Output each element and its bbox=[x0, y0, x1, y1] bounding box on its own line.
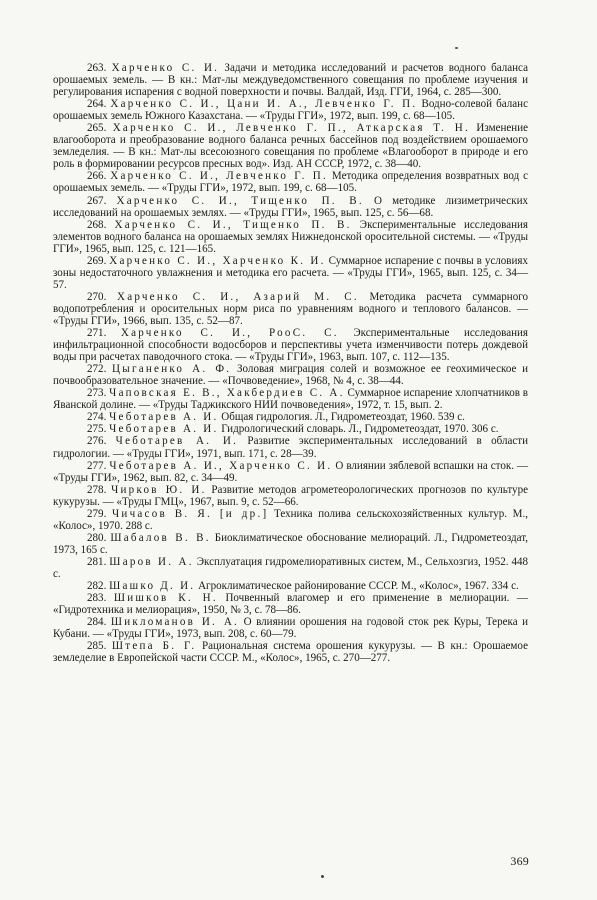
reference-author: Цыганенко А. Ф. bbox=[112, 363, 232, 376]
reference-author: Чаповская Е. В., Хакбердиев С. А. bbox=[109, 387, 345, 400]
reference-author: Чеботарев А. И. bbox=[109, 411, 219, 424]
reference-author: Чеботарев А. И., Харченко С. И. bbox=[109, 459, 333, 472]
printing-speck bbox=[321, 875, 324, 878]
reference-number: 266. bbox=[87, 170, 107, 183]
reference-author: Шабалов В. В. bbox=[110, 531, 211, 544]
reference-number: 264. bbox=[87, 98, 107, 111]
reference-author: Харченко С. И., Цани И. А., Левченко Г. П. bbox=[110, 98, 418, 111]
reference-author: Харченко С. И., Левченко Г. П., Аткарская Т. Н. bbox=[112, 122, 471, 135]
reference-text: Задачи и методика исследований и расчетов водного баланса орошаемых земель. — В кн.: Мат-лы междуведомственного совещания по проблеме изучения и регулирования испарения с водной поверхности и почвы. Валдай, Изд. ГГИ, 1964, с. 285—300. bbox=[53, 62, 528, 99]
reference-number: 285. bbox=[87, 640, 107, 653]
reference-entry bbox=[53, 327, 528, 363]
reference-entry bbox=[53, 592, 528, 616]
page-number: 369 bbox=[510, 854, 529, 868]
reference-number: 281. bbox=[87, 555, 107, 568]
reference-text: Гидрологический словарь. Л., Гидрометеоздат, 1970. 306 с. bbox=[221, 423, 499, 436]
reference-text: Развитие методов агрометеорологических прогнозов по культуре кукурузы. — «Труды ГМЦ», 1967, вып. 9, с. 52—66. bbox=[53, 483, 529, 508]
reference-number: 273. bbox=[87, 387, 107, 400]
reference-entry bbox=[53, 411, 528, 423]
reference-number: 277. bbox=[87, 459, 107, 472]
printing-speck bbox=[455, 47, 458, 49]
reference-entry bbox=[53, 98, 528, 122]
reference-author: Харченко С. И., РооС. С. bbox=[120, 327, 339, 340]
reference-entry bbox=[53, 387, 528, 411]
reference-author: Харченко С. И., Харченко К. И. bbox=[109, 254, 326, 267]
reference-entry bbox=[53, 484, 528, 508]
reference-entry bbox=[53, 435, 528, 459]
reference-number: 271. bbox=[87, 327, 107, 340]
reference-text: О влиянии орошения на годовой сток рек Куры, Терека и Кубани. — «Труды ГГИ», 1973, вып. 208, с. 60—79. bbox=[53, 616, 529, 641]
reference-number: 267. bbox=[87, 194, 107, 207]
reference-text: Агроклиматическое районирование СССР. М., «Колос», 1967. 334 с. bbox=[198, 580, 519, 593]
reference-number: 276. bbox=[87, 435, 107, 448]
reference-text: Почвенный влагомер и его применение в мелиорации. — «Гидротехника и мелиорация», 1950, № 3, с. 78—86. bbox=[53, 592, 528, 617]
reference-text: Суммарное испарение хлопчатников в Яванской долине. — «Труды Таджикского НИИ почвоведения», 1972, т. 15, вып. 2. bbox=[53, 387, 529, 412]
reference-text: О методике лизиметрических исследований на орошаемых землях. — «Труды ГГИ», 1965, вып. 125, с. 56—68. bbox=[53, 194, 529, 219]
reference-entry bbox=[53, 291, 528, 327]
reference-entry bbox=[53, 62, 528, 98]
reference-author: Харченко С. И., Тищенко П. В. bbox=[116, 194, 364, 207]
reference-number: 284. bbox=[87, 616, 107, 629]
reference-author: Шаров И. А. bbox=[109, 555, 194, 568]
reference-text: Эксплуатация гидромелиоративных систем, М., Сельхозгиз, 1952. 448 с. bbox=[53, 555, 529, 580]
reference-number: 279. bbox=[87, 507, 107, 520]
reference-number: 269. bbox=[87, 254, 107, 267]
reference-entry bbox=[53, 556, 528, 580]
reference-entry bbox=[53, 580, 528, 592]
reference-author: Штепа Б. Г. bbox=[111, 640, 197, 653]
reference-author: Чеботарев А. И. bbox=[115, 435, 239, 448]
reference-text: Техника полива сельскохозяйственных культур. М., «Колос», 1970. 288 с. bbox=[53, 507, 528, 532]
reference-author: Шашко Д. И. bbox=[109, 580, 196, 593]
reference-entry bbox=[53, 195, 528, 219]
reference-entry bbox=[53, 219, 528, 255]
reference-author: Харченко С. И., Азарий М. С. bbox=[116, 290, 359, 303]
reference-author: Харченко С. И., Тищенко П. В. bbox=[114, 218, 352, 231]
reference-entry bbox=[53, 122, 528, 170]
reference-text: Золовая миграция солей и возможное ее геохимическое и почвообразовательное значение. — «Почвоведение», 1968, № 4, с. 38—44. bbox=[53, 363, 528, 388]
reference-author: Шишков К. Н. bbox=[113, 592, 218, 605]
reference-number: 283. bbox=[87, 592, 107, 605]
reference-text: Биоклиматическое обоснование мелиораций. Л., Гидрометеоздат, 1973, 165 с. bbox=[53, 531, 528, 556]
reference-number: 265. bbox=[87, 122, 107, 135]
reference-entry bbox=[53, 616, 528, 640]
reference-text: Общая гидрология. Л., Гидрометеоздат, 1960. 539 с. bbox=[221, 411, 465, 424]
reference-text: Экспериментальные исследования элементов водного баланса на орошаемых землях Нижнедонской оросительной системы. — «Труды ГГИ», 1965, вып. 125, с. 121—165. bbox=[53, 218, 528, 255]
reference-entry bbox=[53, 640, 528, 664]
reference-entry bbox=[53, 460, 528, 484]
reference-text: Развитие экспериментальных исследований в области гидрологии. — «Труды ГГИ», 1971, вып. 171, с. 28—39. bbox=[53, 435, 528, 460]
reference-text: Методика определения возвратных вод с орошаемых земель. — «Труды ГГИ», 1972, вып. 199, с. 68—105. bbox=[53, 170, 528, 195]
reference-author: Чирков Ю. И. bbox=[111, 483, 207, 496]
reference-author: Чичасов В. Я. [и др.] bbox=[111, 507, 269, 520]
reference-entry bbox=[53, 255, 528, 291]
reference-entry bbox=[53, 170, 528, 194]
reference-entry bbox=[53, 532, 528, 556]
reference-text: Методика расчета суммарного водопотребления и оросительных норм риса по уравнениям водного и теплового балансов. — «Труды ГГИ», 1966, вып. 135, с. 52—87. bbox=[53, 290, 529, 327]
reference-number: 275. bbox=[87, 423, 107, 436]
reference-text: Водно-солевой баланс орошаемых земель Южного Казахстана. — «Труды ГГИ», 1972, вып. 199, с. 68—105. bbox=[53, 98, 528, 123]
reference-text: Суммарное испарение с почвы в условиях зоны недостаточного увлажнения и методика его расчета. — «Труды ГГИ», 1965, вып. 125, с. 34—57. bbox=[53, 254, 529, 291]
reference-text: Рациональная система орошения кукурузы. — В кн.: Орошаемое земледелие в Европейской части СССР. М., «Колос», 1965, с. 270—277. bbox=[53, 640, 528, 665]
reference-number: 270. bbox=[87, 290, 107, 303]
reference-list bbox=[53, 62, 528, 664]
reference-number: 280. bbox=[87, 531, 107, 544]
reference-author: Харченко С. И. bbox=[111, 62, 220, 74]
reference-number: 263. bbox=[87, 62, 107, 74]
reference-number: 268. bbox=[87, 218, 107, 231]
reference-entry bbox=[53, 363, 528, 387]
reference-entry bbox=[53, 423, 528, 435]
reference-author: Шикломанов И. А. bbox=[110, 616, 240, 629]
reference-number: 274. bbox=[87, 411, 107, 424]
reference-number: 282. bbox=[87, 580, 107, 593]
reference-text: Экспериментальные исследования инфильтрационной способности водосборов и перспективы учета изменчивости потерь дождевой воды при расчетах паводочного стока. — «Труды ГГИ», 1963, вып. 107, с. 112—135. bbox=[53, 327, 529, 364]
reference-number: 272. bbox=[87, 363, 107, 376]
reference-text: О влиянии зяблевой вспашки на сток. — «Труды ГГИ», 1962, вып. 82, с. 34—49. bbox=[53, 459, 528, 484]
reference-author: Харченко С. И., Левченко Г. П. bbox=[110, 170, 329, 183]
reference-entry bbox=[53, 508, 528, 532]
reference-author: Чеботарев А. И. bbox=[109, 423, 219, 436]
reference-text: Изменение влагооборота и преобразование водного баланса речных бассейнов под воздействием орошаемого земледелия. — В кн.: Мат-лы всесоюзного совещания по проблеме «Влагооборот в природе и его роль в формировании ресурсов пресных вод». Изд. АН СССР, 1972, с. 38—40. bbox=[53, 122, 529, 171]
reference-number: 278. bbox=[87, 483, 107, 496]
